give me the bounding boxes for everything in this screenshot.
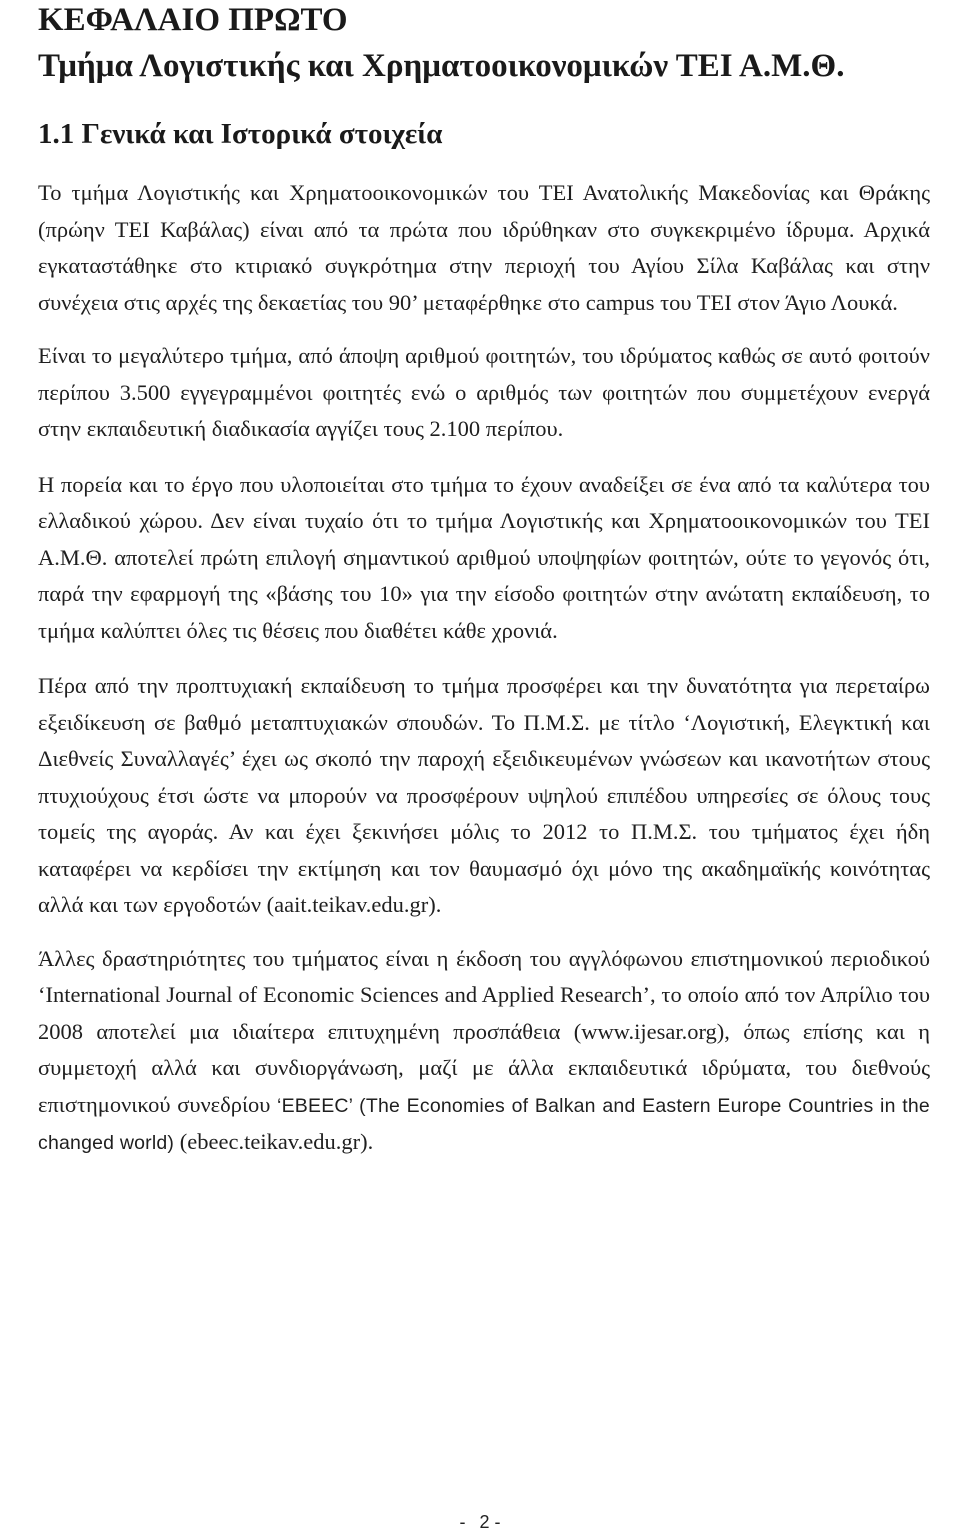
chapter-title: ΚΕΦΑΛΑΙΟ ΠΡΩΤΟ — [38, 2, 348, 38]
paragraph-activities — [38, 941, 930, 1162]
page-number-value: 2 — [479, 1512, 490, 1532]
page-number: - 2 - — [459, 1512, 501, 1532]
paragraph-students: Είναι το μεγαλύτερο τμήμα, από άποψη αριθμού φοιτητών, του ιδρύματος καθώς σε αυτό φοιτούν περίπου 3.500 εγγεγραμμένοι φοιτητές ενώ ο αριθμός των φοιτητών που συμμετέχουν ενεργά στην εκπαιδευτική διαδικασία αγγίζει τους 2.100 περίπου. — [38, 343, 930, 441]
paragraph-postgraduate: Πέρα από την προπτυχιακή εκπαίδευση το τμήμα προσφέρει και την δυνατότητα για περεταίρω εξειδίκευση σε βαθμό μεταπτυχιακών σπουδών. Το Π.Μ.Σ. με τίτλο ‘Λογιστική, Ελεγκτική και Διεθνείς Συναλλαγές’ έχει ως σκοπό την παροχή εξειδικευμένων γνώσεων και ικανοτήτων στους πτυχιούχους έτσι ώστε να μπορούν να προσφέρουν υψηλού επιπέδου υπηρεσίες σε όλους τους τομείς της αγοράς. Αν και έχει ξεκινήσει μόλις το 2012 το Π.Μ.Σ. του τμήματος έχει ήδη καταφέρει να κερδίσει την εκτίμηση και τον θαυμασμό όχι μόνο της ακαδημαϊκής κοινότητας αλλά και των εργοδοτών (aait.teikav.edu.gr). — [38, 673, 930, 917]
activities-serif-text: Άλλες δραστηριότητες του τμήματος είναι η έκδοση του αγγλόφωνου επιστημονικού περιοδικού ‘International Journal of Economic Sciences and Applied Research’, το οποίο από τον Απρίλιο του 2008 αποτελεί μια ιδιαίτερα επιτυχημένη προσπάθεια (www.ijesar.org), όπως επίσης και η συμμετοχή αλλά και συνδιοργάνωση, μαζί με άλλα εκπαιδευτικά ιδρύματα, του διεθνούς επιστημονικού συνεδρίου — [38, 945, 930, 1117]
ebeec-conference-name: ‘EBEEC’ (The Economies of Balkan and Eastern Europe Countries in the changed world) — [38, 1094, 930, 1154]
section-title: 1.1 Γενικά και Ιστορικά στοιχεία — [38, 118, 443, 150]
paragraph-history: Το τμήμα Λογιστικής και Χρηματοοικονομικών του ΤΕΙ Ανατολικής Μακεδονίας και Θράκης (πρώην ΤΕΙ Καβάλας) είναι από τα πρώτα που ιδρύθηκαν στο συγκεκριμένο ίδρυμα. Αρχικά εγκαταστάθηκε στο κτιριακό συγκρότημα στην περιοχή του Αγίου Σίλα Καβάλας και στην συνέχεια στις αρχές της δεκαετίας του 90’ μεταφέρθηκε στο campus του ΤΕΙ στον Άγιο Λουκά. — [38, 180, 930, 315]
document-page — [38, 0, 930, 1162]
paragraph-reputation: Η πορεία και το έργο που υλοποιείται στο τμήμα το έχουν αναδείξει σε ένα από τα καλύτερα του ελλαδικού χώρου. Δεν είναι τυχαίο ότι το τμήμα Λογιστικής και Χρηματοοικονομικών του ΤΕΙ Α.Μ.Θ. αποτελεί πρώτη επιλογή σημαντικού αριθμού υποψηφίων φοιτητών, ούτε το γεγονός ότι, παρά την εφαρμογή της «βάσης του 10» για την είσοδο φοιτητών στην ανώτατη εκπαίδευση, το τμήμα καλύπτει όλες τις θέσεις που διαθέτει κάθε χρονιά. — [38, 471, 930, 643]
ebeec-url-text: (ebeec.teikav.edu.gr). — [174, 1129, 374, 1154]
department-title: Τμήμα Λογιστικής και Χρηματοοικονομικών ΤΕΙ Α.Μ.Θ. — [38, 48, 845, 84]
